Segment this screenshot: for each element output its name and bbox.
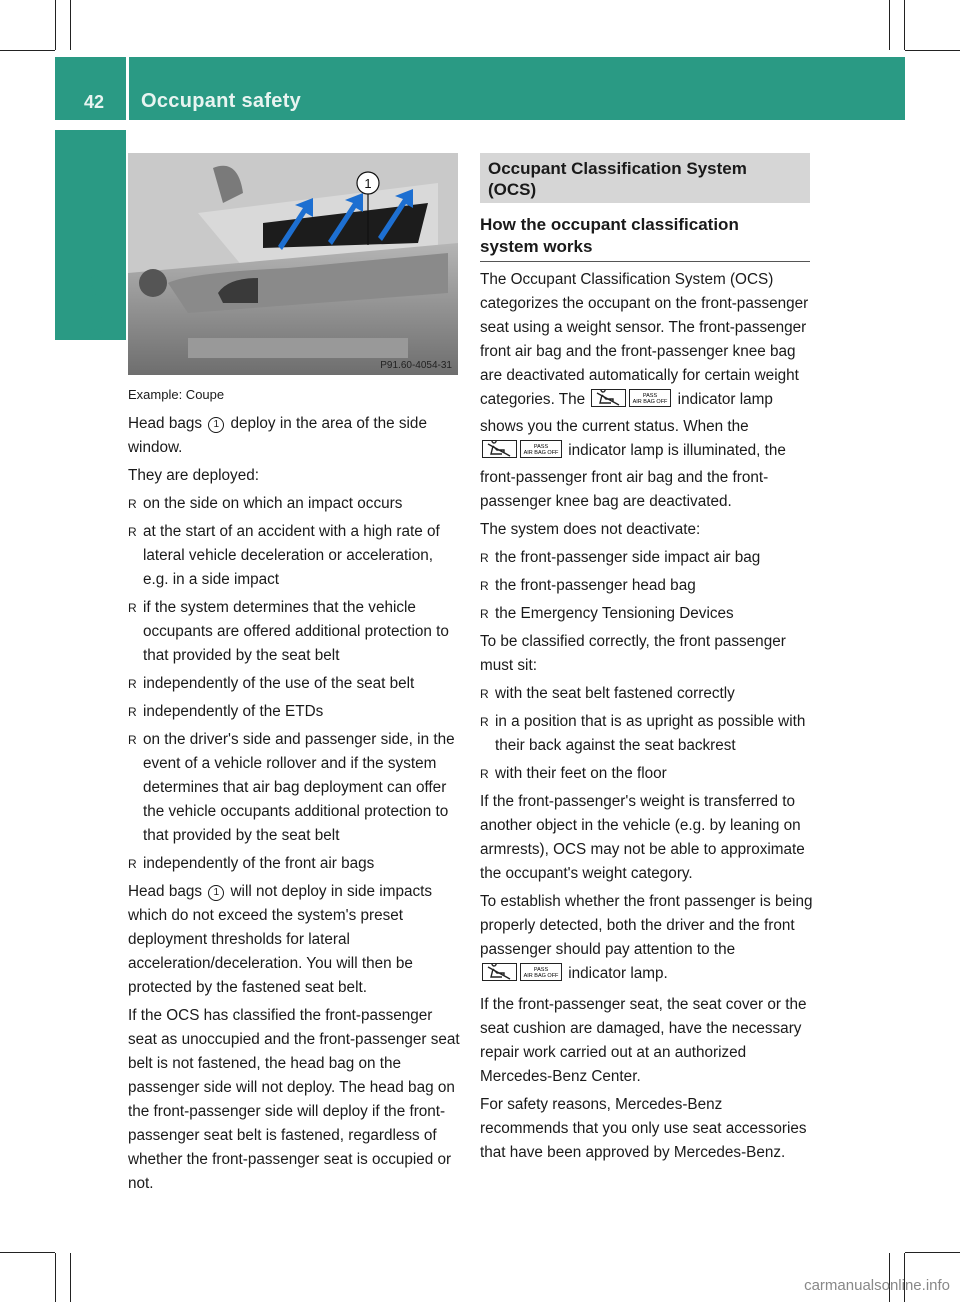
paragraph: They are deployed: [128,467,259,484]
svg-text:PASS: PASS [533,444,549,450]
svg-text:AIR BAG OFF: AIR BAG OFF [633,399,668,405]
list-item: R on the driver's side and passenger side, in the event of a vehicle rollover and if the system determines that air bag deployment can offer the vehicle occupants additional protection to that provided by the seat belt [128,728,460,848]
paragraph: To establish whether the front passenger is being properly detected, both the driver and the front passenger should pay attention to the PASS AIR BAG OFF indicator lamp. [480,890,813,989]
crop-mark [0,50,55,51]
page-title: Occupant safety [141,90,302,112]
svg-text:AIR BAG OFF: AIR BAG OFF [523,450,559,456]
list-item: R the Emergency Tensioning Devices [480,602,813,626]
list-item: R if the system determines that the vehicle occupants are offered additional protection to that provided by the seat belt [128,596,460,668]
list-item: R independently of the ETDs [128,700,460,724]
door-illustration-svg [128,153,458,375]
paragraph: Head bags 1 will not deploy in side impacts which do not exceed the system's preset deployment thresholds for lateral acceleration/deceleration. You will then be protected by the fastened seat belt. [128,883,433,996]
left-column [128,412,460,1200]
paragraph: The Occupant Classification System (OCS) categorizes the occupant on the front-passenger seat using a weight sensor. The front-passenger front air bag and the front-passenger knee bag are deactivated automatically for certain weight categories. The PASS AIR BAG OFF indicator lamp shows you the current status. When the PASS AIR BAG OFF indicator lamp is illuminated, the front-passenger front air bag and the front-passenger knee bag are deactivated. [480,271,809,510]
crop-mark [904,0,905,50]
crop-mark [0,1252,55,1253]
list-item: R at the start of an accident with a high rate of lateral vehicle deceleration or acceleration, e.g. in a side impact [128,520,460,592]
list-item: R independently of the front air bags [128,852,460,876]
airbag-off-lamp-icon [482,440,562,466]
crop-mark [905,1252,960,1253]
header-separator [126,57,129,120]
crop-mark [55,0,56,50]
divider [480,261,810,262]
right-column [480,268,813,1169]
crop-mark [70,1253,71,1302]
paragraph: If the OCS has classified the front-passenger seat as unoccupied and the front-passenger seat belt is not fastened, the head bag on the passenger side will not deploy. The head bag on the front-passenger side will deploy if the front-passenger seat belt is fastened, regardless of whether the front-passenger seat is occupied or not. [128,1007,460,1192]
figure-caption: Example: Coupe [128,387,225,402]
watermark: carmanualsonline.info [804,1277,950,1294]
paragraph: To be classified correctly, the front passenger must sit: [480,633,786,674]
svg-text:PASS: PASS [533,967,549,973]
callout-1-icon: 1 [208,885,224,901]
paragraph: For safety reasons, Mercedes-Benz recommends that you only use seat accessories that have been approved by Mercedes-Benz. [480,1096,807,1161]
list-item: R in a position that is as upright as possible with their back against the seat backrest [480,710,813,758]
door-head-bag-illustration [128,153,458,375]
svg-text:AIR BAG OFF: AIR BAG OFF [523,973,559,979]
airbag-off-lamp-icon [591,389,671,415]
paragraph: Head bags 1 deploy in the area of the side window. [128,415,427,456]
page-number: 42 [84,92,105,112]
paragraph: If the front-passenger's weight is transferred to another object in the vehicle (e.g. by leaning on armrests), OCS may not be able to approximate the occupant's weight category. [480,793,805,882]
crop-mark [55,1253,56,1302]
svg-text:PASS: PASS [643,393,658,399]
figure-code: P91.60-4054-31 [380,360,452,371]
list-item: R with the seat belt fastened correctly [480,682,813,706]
list-item: R independently of the use of the seat belt [128,672,460,696]
section-title: Occupant Classification System (OCS) [488,159,747,199]
paragraph: The system does not deactivate: [480,521,701,538]
list-item: R the front-passenger head bag [480,574,813,598]
airbag-off-lamp-icon [482,963,562,989]
list-item: R with their feet on the floor [480,762,813,786]
list-item: R the front-passenger side impact air bag [480,546,813,570]
subsection-title: How the occupant classification system works [480,215,739,256]
crop-mark [889,0,890,50]
crop-mark [905,50,960,51]
section-side-label: Safety [83,273,108,340]
crop-mark [70,0,71,50]
list-item: R on the side on which an impact occurs [128,492,460,516]
figure-callout: 1 [364,176,372,191]
paragraph: If the front-passenger seat, the seat cover or the seat cushion are damaged, have the necessary repair work carried out at an authorized Mercedes-Benz Center. [480,996,807,1085]
callout-1-icon: 1 [208,417,224,433]
